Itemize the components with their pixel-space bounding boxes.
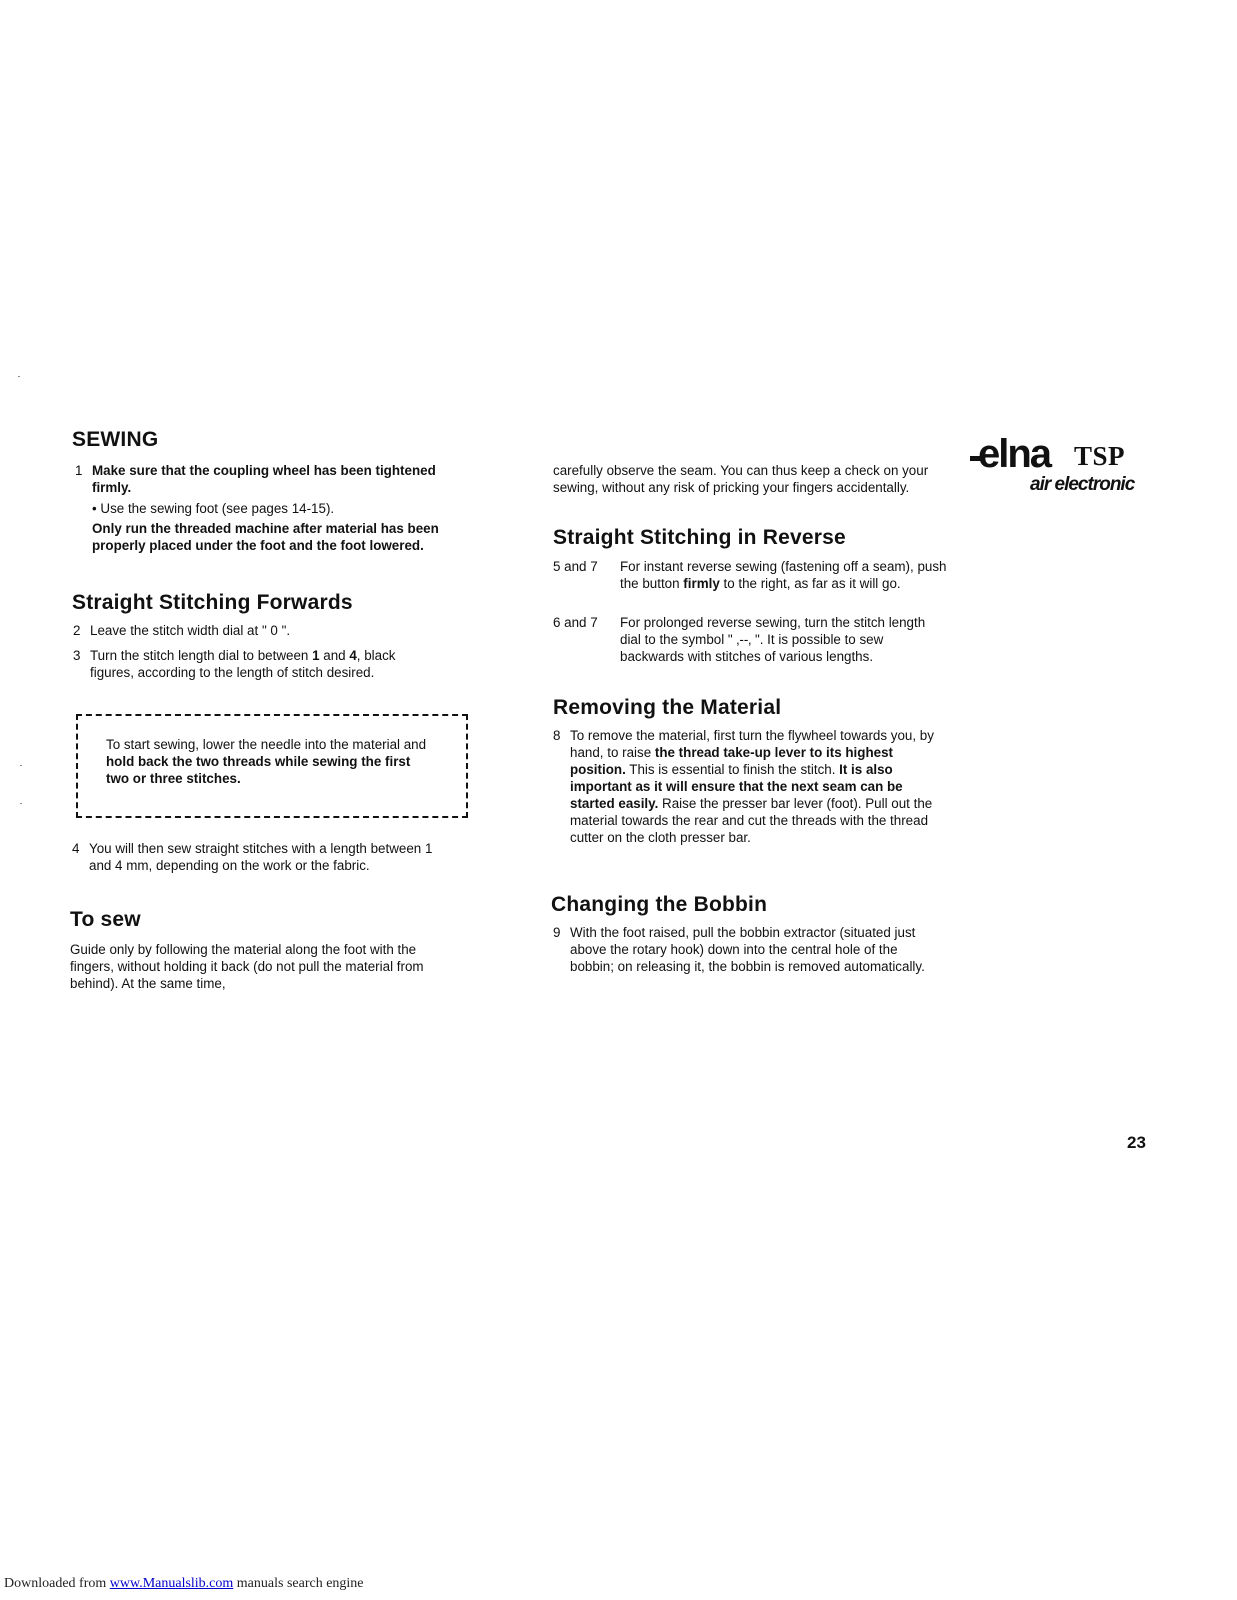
heading-removing: Removing the Material [553, 696, 782, 719]
step-9 [553, 924, 943, 975]
step-number: 4 [72, 841, 80, 856]
step-number: 1 [75, 463, 83, 478]
warning-content: Only run the threaded machine after material has been properly placed under the foot and the foot lowered. [92, 521, 439, 553]
step-number: 6 and 7 [553, 615, 598, 630]
step-6-7 [553, 614, 943, 665]
elna-logo [970, 432, 1170, 502]
step-text: With the foot raised, pull the bobbin extractor (situated just above the rotary hook) down into the central hole of the bobbin; on releasing it, the bobbin is removed automatically. [570, 925, 925, 974]
step-8 [553, 727, 943, 846]
continuation-text: carefully observe the seam. You can thus keep a check on your sewing, without any risk of pricking your fingers accidentally. [553, 463, 929, 495]
footer [4, 1576, 364, 1592]
step-number: 9 [553, 925, 561, 940]
footer-suffix: manuals search engine [233, 1576, 364, 1591]
bullet-text: • Use the sewing foot (see pages 14-15). [92, 501, 335, 516]
heading-forwards: Straight Stitching Forwards [72, 591, 353, 614]
section-title: SEWING [72, 428, 159, 451]
step-text: You will then sew straight stitches with a length between 1 and 4 mm, depending on the work or the fabric. [89, 841, 433, 873]
scan-speck [20, 803, 22, 804]
step-number: 3 [73, 648, 81, 663]
footer-prefix: Downloaded from [4, 1576, 110, 1591]
heading-to-sew: To sew [70, 908, 141, 931]
footer-link[interactable]: www.Manualslib.com [109, 1576, 234, 1591]
note-box [76, 714, 468, 818]
logo-subtitle: air electronic [1030, 474, 1135, 495]
warning-text [92, 520, 478, 554]
heading-bobbin: Changing the Bobbin [551, 893, 768, 916]
step-3 [73, 647, 443, 681]
step-number: 8 [553, 728, 561, 743]
step-4 [72, 840, 452, 874]
step-number: 2 [73, 623, 81, 638]
logo-model: TSP [1074, 441, 1126, 471]
bullet-sewing-foot [92, 500, 472, 517]
step-2 [73, 622, 463, 639]
step-1 [75, 462, 465, 496]
to-sew-text: Guide only by following the material along the foot with the fingers, without holding it back (do not pull the material from behind). At the same time, [70, 942, 424, 991]
step-text: For prolonged reverse sewing, turn the stitch length dial to the symbol " ‚-‐‚ ". It is possible to sew backwards with stitches of various lengths. [620, 615, 926, 664]
scan-speck [18, 376, 20, 377]
step-number: 5 and 7 [553, 559, 598, 574]
note-text: To start sewing, lower the needle into the material and hold back the two threads while sewing the first two or three stitches. [106, 737, 427, 786]
step-5-7 [553, 558, 963, 592]
step-text: Turn the stitch length dial to between 1 and 4, black figures, according to the length of stitch desired. [90, 648, 396, 680]
step-text: Make sure that the coupling wheel has been tightened firmly. [92, 463, 436, 495]
step-text: For instant reverse sewing (fastening off a seam), push the button firmly to the right, as far as it will go. [620, 559, 947, 591]
heading-reverse: Straight Stitching in Reverse [553, 526, 846, 549]
scan-speck [20, 765, 22, 766]
step-text: Leave the stitch width dial at " 0 ". [90, 623, 291, 638]
page-number: 23 [1127, 1133, 1146, 1152]
logo-brand: elna [978, 432, 1051, 476]
step-text: To remove the material, first turn the flywheel towards you, by hand, to raise the thread take-up lever to its highest position. This is essential to finish the stitch. It is also important as it will ensure that the next seam can be started easily. Raise the presser bar lever (foot). Pull out the material towards the rear and cut the threads with the thread cutter on the cloth presser bar. [570, 728, 934, 845]
